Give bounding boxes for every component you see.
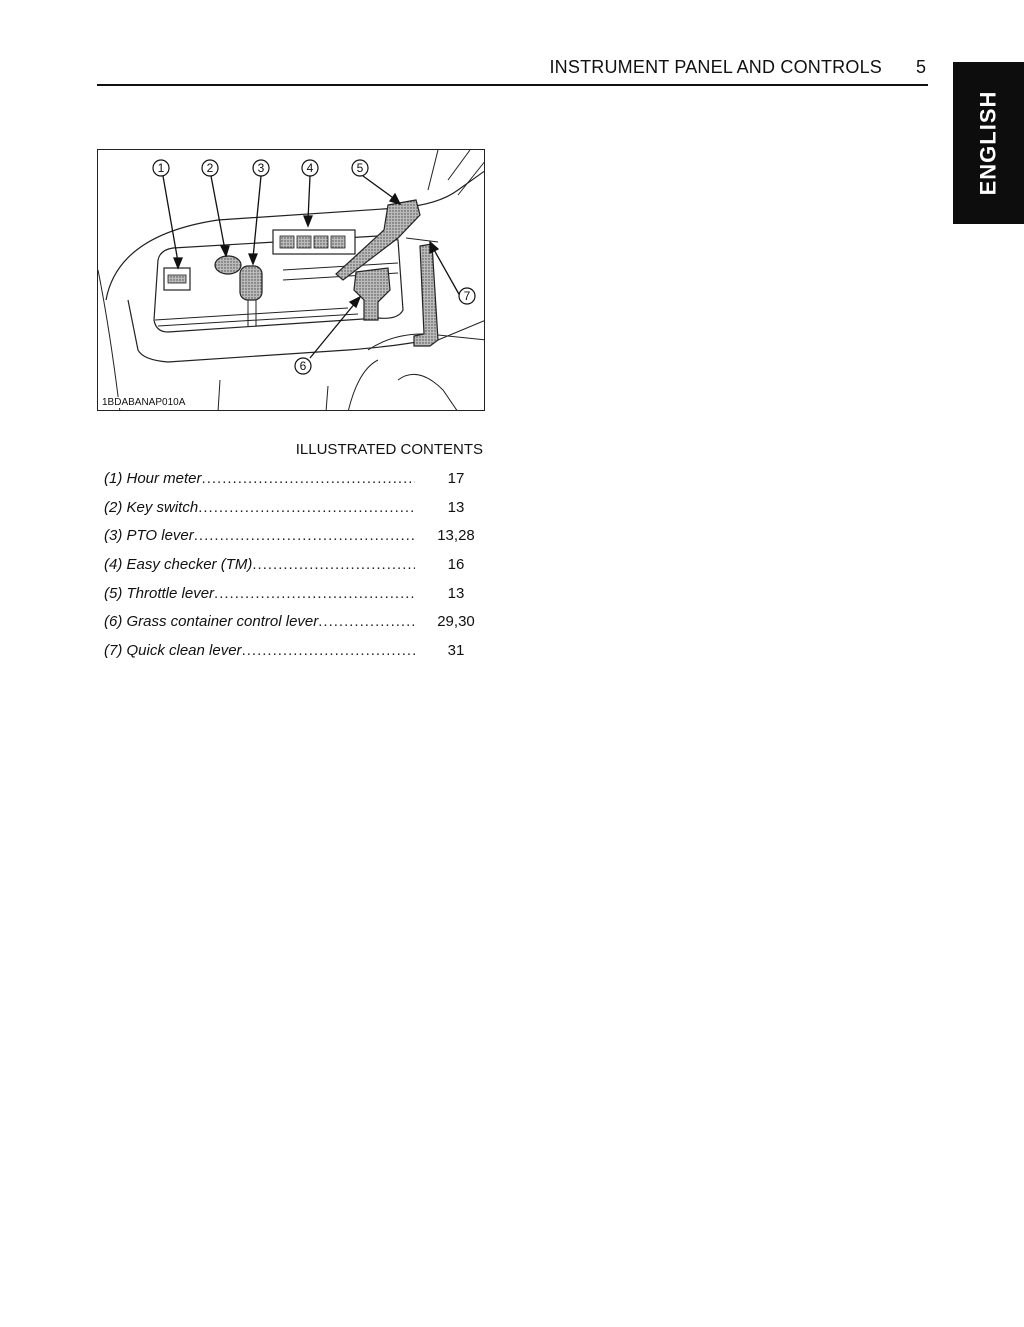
page-number: 5 (916, 57, 927, 77)
contents-item-page: 17 (447, 470, 465, 487)
callout-7: 7 (463, 289, 471, 303)
callout-1: 1 (157, 161, 165, 175)
instrument-panel-illustration (97, 149, 485, 411)
callout-2: 2 (206, 161, 214, 175)
contents-row (104, 556, 484, 585)
contents-title: ILLUSTRATED CONTENTS (295, 441, 483, 458)
callout-3: 3 (257, 161, 265, 175)
contents-item-label: (4) Easy checker (TM) ..... (104, 556, 415, 573)
callout-6: 6 (299, 359, 307, 373)
contents-item-page: 13,28 (437, 527, 475, 545)
panel-drawing (98, 150, 485, 411)
contents-row (104, 499, 484, 528)
contents-list (104, 470, 484, 671)
contents-item-page: 31 (447, 642, 465, 660)
contents-item-label: (6) Grass container control lever ..... (104, 613, 415, 630)
figure-code: 1BDABANAP010A (102, 397, 188, 408)
contents-item-page: 29,30 (437, 613, 475, 631)
contents-item-page: 13 (447, 584, 465, 602)
contents-item-label: (3) PTO lever ..... (104, 527, 415, 544)
contents-item-label: (2) Key switch ..... (104, 499, 415, 516)
contents-row (104, 527, 484, 556)
contents-row (104, 585, 484, 614)
contents-item-label: (1) Hour meter ..... (104, 470, 415, 487)
contents-item-label: (5) Throttle lever ..... (104, 585, 415, 602)
callout-5: 5 (356, 161, 364, 175)
header-divider (97, 84, 928, 86)
section-title: INSTRUMENT PANEL AND CONTROLS (549, 57, 882, 77)
contents-row (104, 642, 484, 671)
contents-item-page: 16 (447, 556, 465, 574)
contents-row (104, 470, 484, 499)
language-tab-label: ENGLISH (975, 90, 1001, 196)
callout-4: 4 (306, 161, 314, 175)
contents-item-label: (7) Quick clean lever ..... (104, 642, 415, 659)
contents-row (104, 613, 484, 642)
contents-item-page: 13 (447, 498, 465, 516)
language-tab (953, 62, 1024, 224)
